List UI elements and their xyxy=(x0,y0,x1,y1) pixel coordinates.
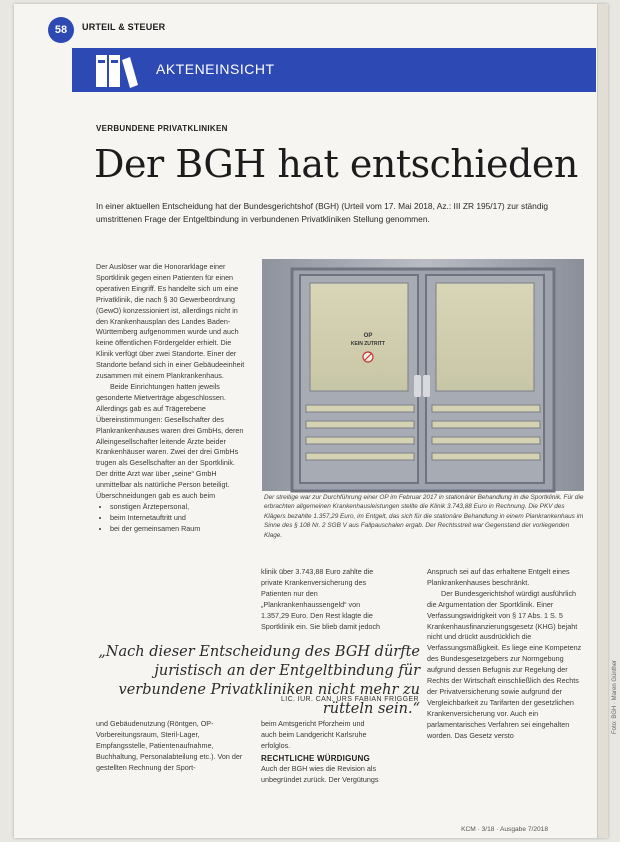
subheading: RECHTLICHE WÜRDIGUNG xyxy=(261,753,370,763)
article-kicker: VERBUNDENE PRIVATKLINIKEN xyxy=(96,124,228,133)
bullet-list xyxy=(96,502,246,535)
article-intro: In einer aktuellen Entscheidung hat der Bundesgerichtshof (BGH) (Urteil vom 17. Mai 2018, Az.: III ZR 195/17) zur ständig umstrittenen Frage der Entgeltbindung in verbundenen Privatkliniken Stellung genommen. xyxy=(96,201,549,224)
surgery-door-photo xyxy=(262,259,584,491)
column-2-upper xyxy=(261,567,381,632)
page-footer: KCM · 3/18 · Ausgabe 7/2018 xyxy=(461,826,548,833)
magazine-page xyxy=(14,4,618,838)
banner-title: AKTENEINSICHT xyxy=(156,61,275,77)
paragraph: Beide Einrichtungen hatten jeweils gesonderte Mietverträge abgeschlossen. Allerdings gab es auf Trägerebene Übereinstimmungen: Gesellschafter des Plankrankenhauses waren drei GmbHs, deren Alleingesellschafter leitende Ärzte beider Krankenhäuser waren. Zwei der drei GmbHs trugen als Gesellschafter an der Sportklinik. Der dritte Arzt war über „seine“ GmbH unmittelbar als natürliche Person beteiligt. Überschneidungen gab es auch beim xyxy=(96,381,244,501)
list-item: • beim Internetauftritt und xyxy=(110,513,246,524)
quote-author: LIC. IUR. CAN. URS FABIAN FRIGGER xyxy=(280,696,419,703)
no-entry-sign-icon xyxy=(363,352,373,362)
article-photo xyxy=(262,259,584,491)
photo-caption: Der streitige war zur Durchführung einer OP im Februar 2017 in stationärer Behandlung in die Sportklinik. Für die erbrachten allgemeinen Krankenhausleistungen stellte die Klinik 3.743,88 Euro in Rechnung. Die PKV des Klägers bezahlte 1.357,29 Euro, im Entgelt, das sich für die stationäre Behandlung in einem Plankrankenhaus im Sinne des § 108 Nr. 2 SGB V aus Fallpauschalen ergab. Der Rechtsstreit war Gegenstand der vorliegenden Klage. xyxy=(264,494,584,539)
column-3 xyxy=(427,567,585,742)
paragraph: Der Bundesgerichtshof würdigt ausführlich die Argumentation der Sportklinik. Einer Verfassungswidrigkeit von § 17 Abs. 1 S. 5 Krankenhausfinanzierungsgesetz (KHG) bejaht nicht und drückt ausdrücklich die Verfassungsmäßigkeit. Es liege eine Kompetenz des Bundesgesetzgebers zur Normgebung aufgrund dessen Befugnis zur Regelung der Rechts der Wirtschaft einschließlich des Rechts der Privatversicherung sowie aufgrund der Vergleichbarkeit zu Tarifarten der gesetzlichen Krankenversicherung vor. Auch ein parlamentarisches Verfahren sei eingehalten worden. Das Gesetz versto xyxy=(427,588,582,740)
photo-credit: Foto: BGH · Maren Günther xyxy=(612,659,618,734)
section-label: URTEIL & STEUER xyxy=(82,22,166,32)
list-item: • sonstigen Ärztepersonal, xyxy=(110,502,246,513)
paragraph: beim Amtsgericht Pforzheim und auch beim Landgericht Karlsruhe erfolglos. xyxy=(261,719,367,750)
paragraph: Anspruch sei auf das erhaltene Entgelt eines Plankrankenhauses beschränkt. xyxy=(427,567,570,587)
books-icon xyxy=(94,51,140,89)
article-headline: Der BGH hat entschieden xyxy=(94,142,578,186)
column-1-upper xyxy=(96,262,246,535)
paragraph: Auch der BGH wies die Revision als unbegründet zurück. Der Vergütungs xyxy=(261,763,379,784)
list-item: • bei der gemeinsamen Raum xyxy=(110,524,246,535)
section-banner xyxy=(72,48,596,92)
page-number-badge: 58 xyxy=(48,17,74,43)
door-sign-line1: OP xyxy=(363,333,373,339)
pull-quote: „Nach dieser Entscheidung des BGH dürfte juristisch an der Entgeltbindung für verbundene Privatkliniken nicht mehr zu rütteln sein.“ xyxy=(98,644,420,717)
paragraph: klinik über 3.743,88 Euro zahlte die private Krankenversicherung des Patienten nur den „Plankrankenhaussengeld“ von 1.357,29 Euro. Den Rest klagte die Sportklinik ein. Sie blieb damit jedoch xyxy=(261,567,381,631)
door-sign-line2: KEIN ZUTRITT xyxy=(350,341,386,347)
paragraph: Der Auslöser war die Honorarklage einer Sportklinik gegen einen Patienten für einen operativen Eingriff. Es handelte sich um eine Privatklinik, die nach § 30 Gewerbeordnung (GewO) konzessioniert ist, allerdings nicht in den Krankenhausplan des Landes Baden-Württemberg aufgenommen wurde und auch keine öffentlichen Fördergelder erhielt. Die Klinik verfügt über zwei Standorte. Einer der Standorte befand sich in einer Gebäudeeinheit zusammen mit einem Plankrankenhaus. xyxy=(96,262,245,381)
paragraph: und Gebäudenutzung (Röntgen, OP-Vorbereitungsraum, Steril-Lager, Empfangsstelle, Patientenaufnahme, Buchhaltung, Personalabteilung etc.). Von der gestellten Rechnung der Sport- xyxy=(96,719,243,772)
page-edge xyxy=(597,4,608,838)
column-2-lower xyxy=(261,719,381,786)
column-1-lower xyxy=(96,719,246,774)
